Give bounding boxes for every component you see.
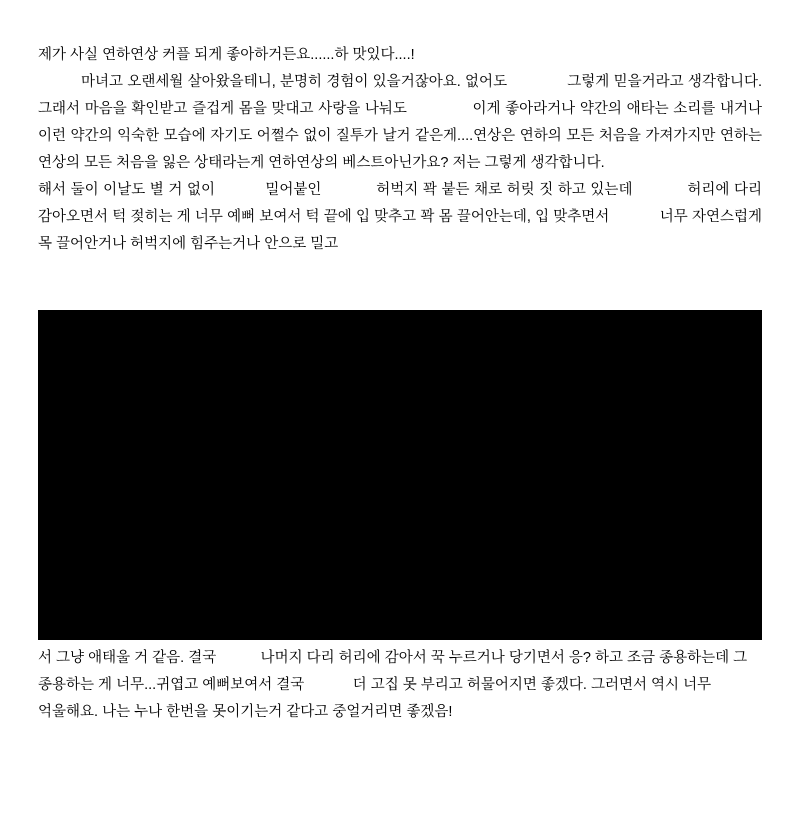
document-text-bottom	[38, 645, 762, 726]
redacted-image-area	[38, 310, 762, 640]
paragraph: 해서 둘이 이날도 별 거 없이 밀어붙인 허벅지 꽉 붙든 채로 허릿 짓 하고 있는데 허리에 다리 감아오면서 턱 젖히는 게 너무 예뻐 보여서 턱 끝에 입 맞추고 꽉 몸 끌어안는데, 입 맞추면서 너무 자연스럽게 목 끌어안거나 허벅지에 힘주는거나 안으로 밀고	[38, 182, 767, 252]
paragraph: 제가 사실 연하연상 커플 되게 좋아하거든요......하 맛있다....!	[38, 47, 415, 63]
document-text-top	[38, 42, 767, 258]
paragraph: 마녀고 오랜세월 살아왔을테니, 분명히 경험이 있을거잖아요. 없어도 그렇게 믿을거라고 생각합니다. 그래서 마음을 확인받고 즐겁게 몸을 맞대고 사랑을 나눠도 이게 좋아라거나 약간의 애타는 소리를 내거나 이런 약간의 익숙한 모습에 자기도 어쩔수 없이 질투가 날거 같은게....연상은 연하의 모든 처음을 가져가지만 연하는 연상의 모든 처음을 잃은 상태라는게 연하연상의 베스트아닌가요? 저는 그렇게 생각합니다.	[38, 74, 767, 171]
paragraph: 서 그냥 애태울 거 같음. 결국 나머지 다리 허리에 감아서 꾹 누르거나 당기면서 응? 하고 조금 종용하는데 그 종용하는 게 너무...귀엽고 예뻐보여서 결국 더 고집 못 부리고 허물어지면 좋겠다. 그러면서 역시 너무 억울해요. 나는 누나 한번을 못이기는거 같다고 중얼거리면 좋겠음!	[38, 650, 752, 720]
